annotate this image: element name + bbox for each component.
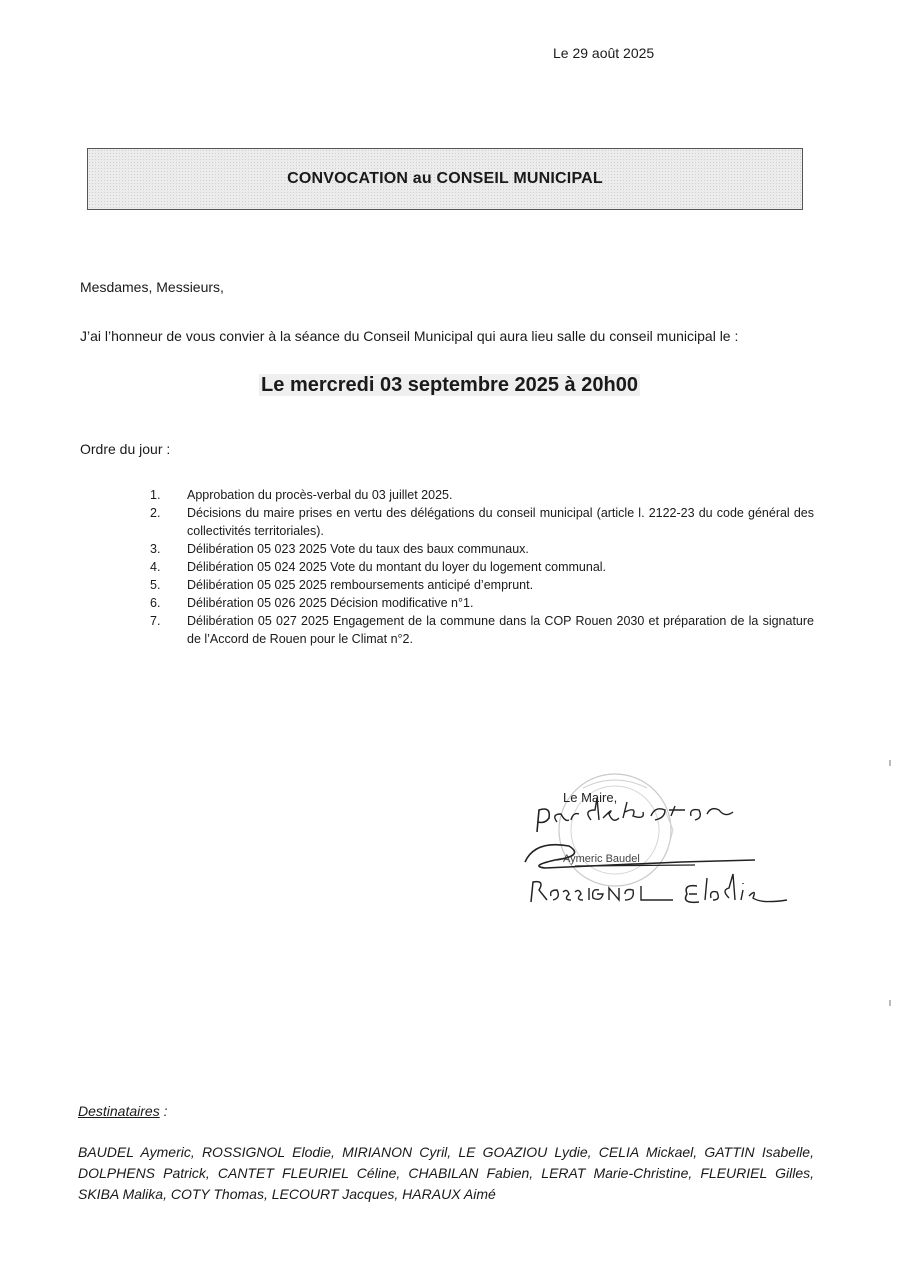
agenda-item-text: Délibération 05 023 2025 Vote du taux des baux communaux.	[187, 542, 529, 556]
agenda-item-number: 2.	[150, 506, 161, 520]
salutation: Mesdames, Messieurs,	[80, 279, 224, 295]
handwritten-signature-icon	[505, 770, 805, 920]
agenda-item	[150, 504, 814, 540]
agenda-item-text: Délibération 05 025 2025 remboursements anticipé d’emprunt.	[187, 578, 534, 592]
meeting-date-text: Le mercredi 03 septembre 2025 à 20h00	[261, 374, 638, 396]
agenda-item	[150, 576, 814, 594]
agenda-item-text: Délibération 05 027 2025 Engagement de la commune dans la COP Rouen 2030 et préparation de la signature de l’Accord de Rouen pour le Climat n°2.	[187, 614, 814, 646]
agenda-item-text: Délibération 05 026 2025 Décision modificative n°1.	[187, 596, 474, 610]
agenda-item	[150, 594, 814, 612]
agenda-item-text: Approbation du procès-verbal du 03 juillet 2025.	[187, 488, 453, 502]
scan-mark	[889, 760, 891, 766]
meeting-date	[0, 374, 899, 397]
date-line: Le 29 août 2025	[553, 45, 655, 61]
intro-paragraph: J’ai l’honneur de vous convier à la séance du Conseil Municipal qui aura lieu salle du conseil municipal le :	[80, 328, 739, 344]
agenda-list	[150, 486, 814, 648]
agenda-item-text: Décisions du maire prises en vertu des délégations du conseil municipal (article l. 2122-23 du code général des collectivités territoriales).	[187, 506, 814, 538]
recipients-list: BAUDEL Aymeric, ROSSIGNOL Elodie, MIRIANON Cyril, LE GOAZIOU Lydie, CELIA Mickael, GATTIN Isabelle, DOLPHENS Patrick, CANTET FLEURIEL Céline, CHABILAN Fabien, LERAT Marie-Christine, FLEURIEL Gilles, SKIBA Malika, COTY Thomas, LECOURT Jacques, HARAUX Aimé	[78, 1144, 814, 1202]
scan-mark	[889, 1000, 891, 1006]
document-title: CONVOCATION au CONSEIL MUNICIPAL	[287, 170, 603, 187]
agenda-item	[150, 540, 814, 558]
mayor-title: Le Maire,	[563, 790, 618, 805]
agenda-item	[150, 558, 814, 576]
agenda-item	[150, 486, 814, 504]
agenda-label: Ordre du jour :	[80, 441, 171, 457]
recipients-label-suffix: :	[159, 1103, 168, 1119]
recipients-label	[78, 1103, 167, 1119]
signature-block	[505, 770, 805, 920]
recipients-label-text: Destinataires	[78, 1103, 160, 1119]
agenda-item-number: 3.	[150, 542, 161, 556]
title-box	[87, 148, 803, 210]
agenda-item-text: Délibération 05 024 2025 Vote du montant du loyer du logement communal.	[187, 560, 607, 574]
agenda-item-number: 1.	[150, 488, 161, 502]
mayor-name: Aymeric Baudel	[563, 853, 640, 865]
agenda-item-number: 7.	[150, 614, 161, 628]
agenda-item-number: 6.	[150, 596, 161, 610]
agenda-item-number: 4.	[150, 560, 161, 574]
agenda-item	[150, 612, 814, 648]
agenda-item-number: 5.	[150, 578, 161, 592]
